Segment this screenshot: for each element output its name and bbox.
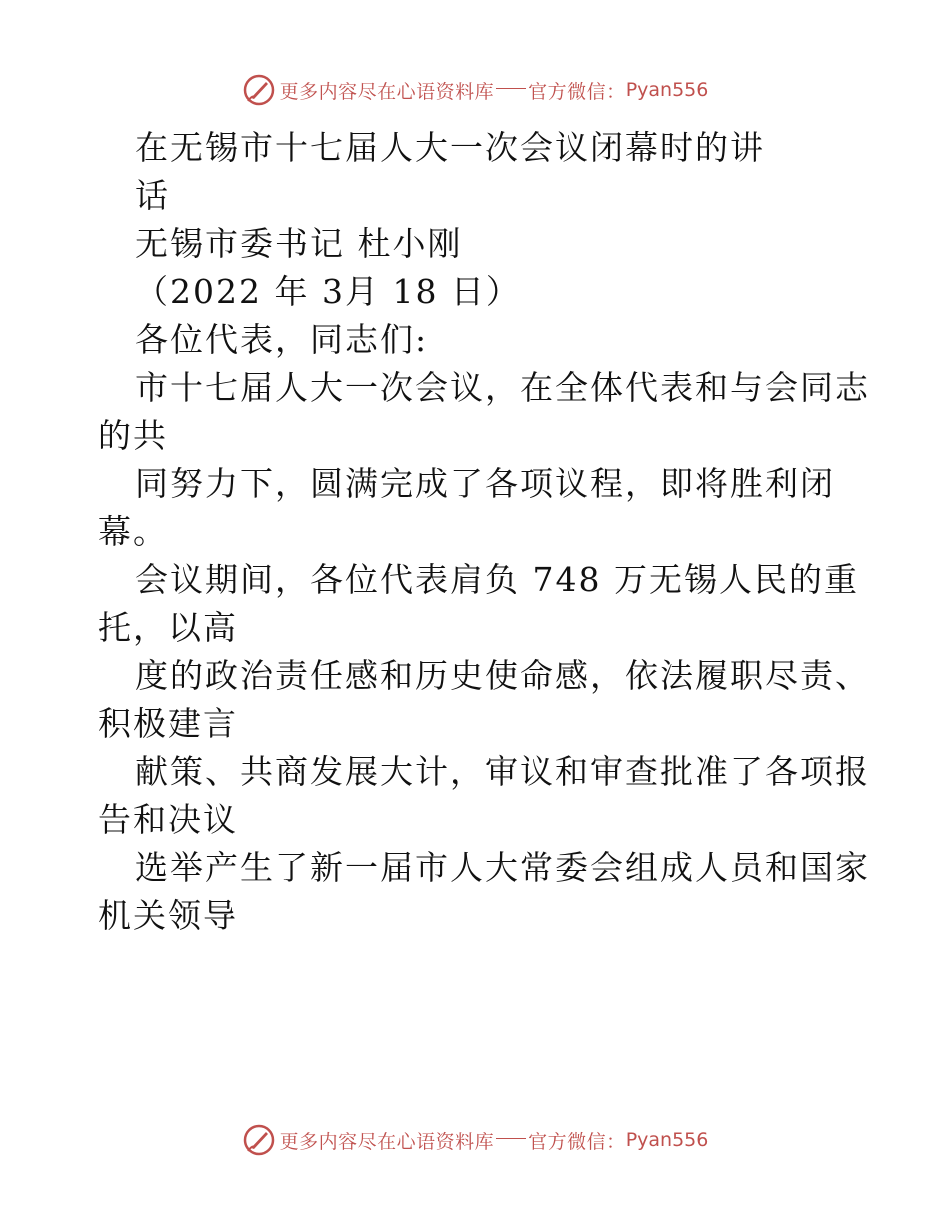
watermark-suffix: 官方微信： bbox=[528, 1130, 626, 1153]
document-body bbox=[98, 124, 870, 940]
quill-logo-icon bbox=[242, 73, 276, 107]
body-line: 托，以高 bbox=[98, 608, 238, 647]
watermark-id: Pyan556 bbox=[625, 79, 709, 101]
watermark-separator bbox=[496, 88, 526, 89]
body-line: 告和决议 bbox=[98, 800, 238, 839]
body-line: 会议期间，各位代表肩负 748 万无锡人民的重 bbox=[135, 560, 859, 599]
watermark-id: Pyan556 bbox=[625, 1129, 709, 1151]
body-line: 选举产生了新一届市人大常委会组成人员和国家 bbox=[135, 848, 870, 887]
body-line: 积极建言 bbox=[98, 704, 238, 743]
watermark-text: 更多内容尽在心语资料库 bbox=[279, 80, 495, 103]
header-watermark bbox=[0, 70, 950, 110]
document-title-line-2: 话 bbox=[135, 176, 170, 215]
body-line: 献策、共商发展大计，审议和审查批准了各项报 bbox=[135, 752, 870, 791]
document-date: （2022 年 3月 18 日） bbox=[135, 272, 521, 311]
document-title-line-1: 在无锡市十七届人大一次会议闭幕时的讲 bbox=[135, 128, 765, 167]
document-salutation: 各位代表，同志们: bbox=[135, 320, 429, 359]
watermark-suffix: 官方微信： bbox=[528, 80, 626, 103]
body-line: 幕。 bbox=[98, 512, 168, 551]
body-line: 度的政治责任感和历史使命感，依法履职尽责、 bbox=[135, 656, 870, 695]
document-author: 无锡市委书记 杜小刚 bbox=[135, 224, 463, 263]
body-line: 同努力下，圆满完成了各项议程，即将胜利闭 bbox=[135, 464, 835, 503]
body-line: 机关领导 bbox=[98, 896, 238, 935]
footer-watermark bbox=[0, 1120, 950, 1160]
quill-logo-icon bbox=[242, 1123, 276, 1157]
body-line: 的共 bbox=[98, 416, 168, 455]
watermark-text: 更多内容尽在心语资料库 bbox=[279, 1130, 495, 1153]
body-line: 市十七届人大一次会议，在全体代表和与会同志 bbox=[135, 368, 870, 407]
watermark-separator bbox=[496, 1138, 526, 1139]
